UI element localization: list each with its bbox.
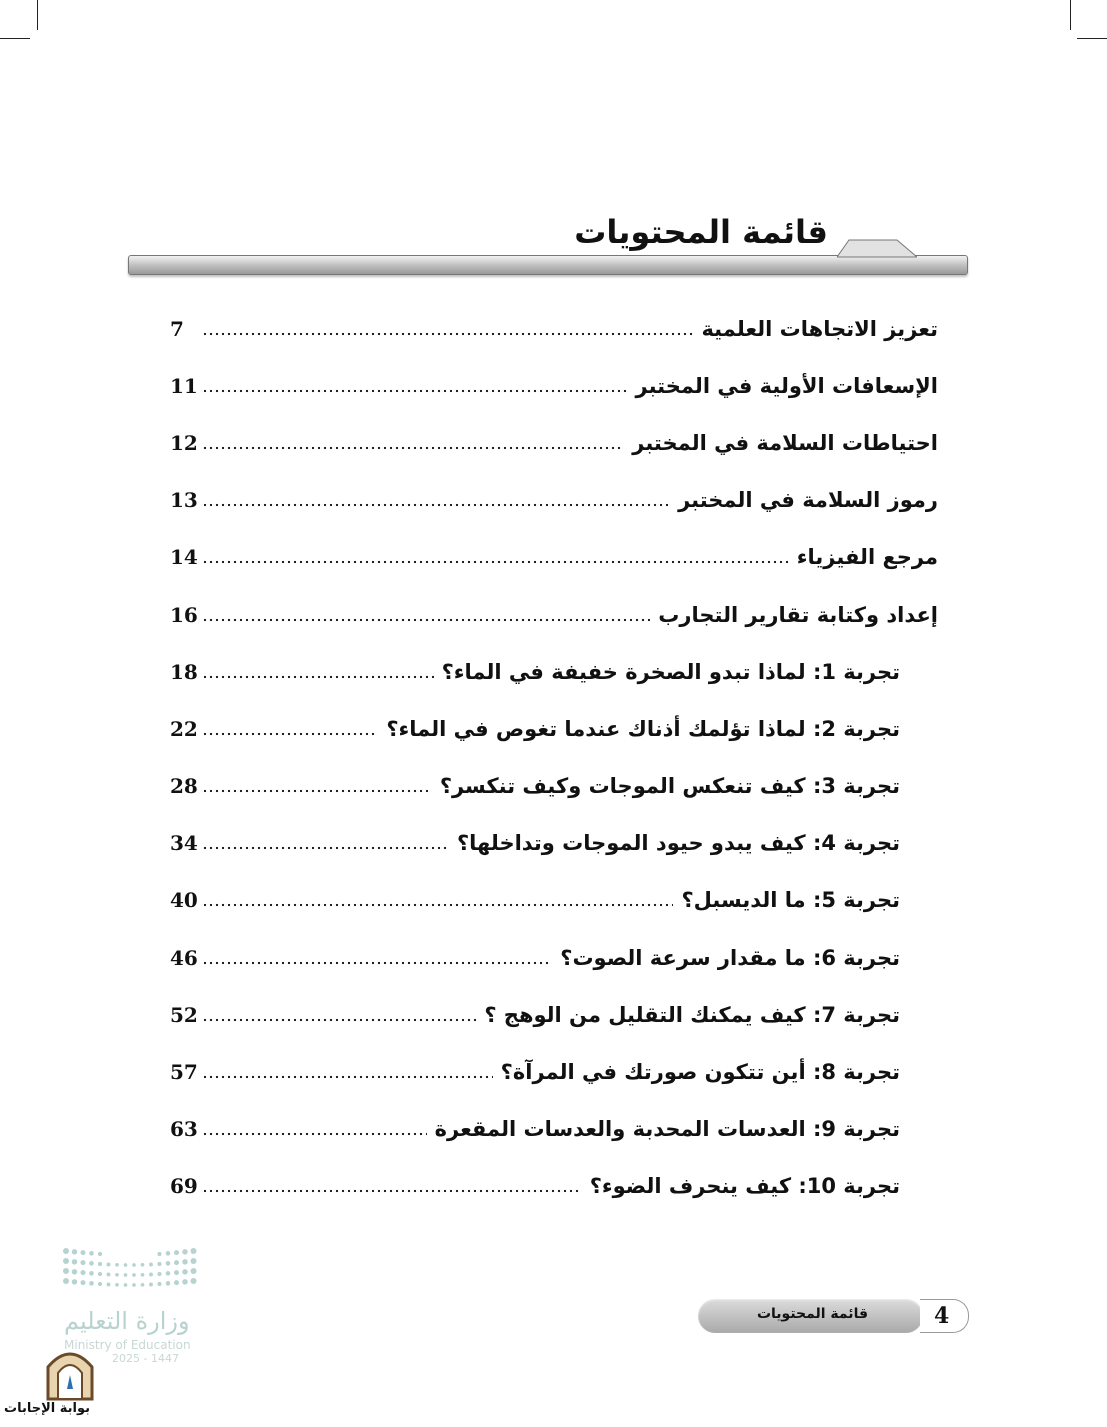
footer-section-label: قائمة المحتويات xyxy=(756,1306,868,1322)
toc-dot-leader xyxy=(202,605,650,625)
toc-entry-title: تجربة 2: لماذا تؤلمك أذناك عندما تغوص في الماء؟ xyxy=(386,716,900,741)
crop-mark xyxy=(1070,0,1071,30)
logo-english-text: Ministry of Education xyxy=(64,1338,191,1352)
toc-entry-page: 12 xyxy=(170,430,198,455)
toc-entry[interactable] xyxy=(170,700,938,757)
toc-entry[interactable] xyxy=(170,643,938,700)
toc-entry-title: إعداد وكتابة تقارير التجارب xyxy=(658,602,938,627)
toc-entry-title: احتياطات السلامة في المختبر xyxy=(632,430,938,455)
toc-entry-title: تجربة 8: أين تتكون صورتك في المرآة؟ xyxy=(500,1060,900,1085)
toc-entry[interactable] xyxy=(170,929,938,986)
footer-section-pill xyxy=(698,1299,923,1333)
toc-entry-title: رموز السلامة في المختبر xyxy=(678,488,938,513)
title-underline-bar xyxy=(128,255,968,275)
toc-entry-title: تجربة 10: كيف ينحرف الضوء؟ xyxy=(589,1174,900,1199)
toc-dot-leader xyxy=(202,833,449,853)
toc-dot-leader xyxy=(202,376,628,396)
toc-entry-page: 34 xyxy=(170,831,198,856)
toc-dot-leader xyxy=(202,719,378,739)
toc-entry-title: تجربة 1: لماذا تبدو الصخرة خفيفة في الماء؟ xyxy=(441,659,900,684)
toc-entry-title: مرجع الفيزياء xyxy=(796,545,938,570)
watermark-label: بوابة الإجابات xyxy=(4,1401,90,1416)
logo-arabic-text: وزارة التعليم xyxy=(64,1307,190,1335)
toc-entry-title: تجربة 7: كيف يمكنك التقليل من الوهج ؟ xyxy=(484,1002,900,1027)
crop-mark xyxy=(1077,38,1107,39)
toc-entry[interactable] xyxy=(170,872,938,929)
toc-entry-title: تجربة 5: ما الديسبل؟ xyxy=(681,888,900,913)
logo-year-text: 2025 - 1447 xyxy=(112,1352,179,1365)
toc-entry-page: 28 xyxy=(170,774,198,799)
toc-entry-title: تجربة 6: ما مقدار سرعة الصوت؟ xyxy=(560,945,900,970)
toc-entry[interactable] xyxy=(170,357,938,414)
toc-dot-leader xyxy=(202,948,552,968)
toc-entry[interactable] xyxy=(170,414,938,471)
ministry-dots-icon xyxy=(60,1245,200,1295)
toc-entry-page: 22 xyxy=(170,716,198,741)
toc-entry-page: 69 xyxy=(170,1174,198,1199)
page-number: 4 xyxy=(934,1303,950,1329)
toc-entry[interactable] xyxy=(170,1101,938,1158)
toc-entry-title: تجربة 4: كيف يبدو حيود الموجات وتداخلها؟ xyxy=(456,831,900,856)
toc-dot-leader xyxy=(202,1062,493,1082)
site-watermark xyxy=(0,1345,110,1427)
toc-entry-page: 16 xyxy=(170,602,198,627)
toc-dot-leader xyxy=(202,1176,582,1196)
mosque-gate-icon xyxy=(40,1345,100,1401)
toc-entry-page: 57 xyxy=(170,1060,198,1085)
toc-entry-page: 11 xyxy=(170,373,198,398)
toc-entry-title: تجربة 9: العدسات المحدبة والعدسات المقعرة xyxy=(434,1117,900,1142)
page-number-box xyxy=(920,1299,969,1333)
toc-entry[interactable] xyxy=(170,472,938,529)
toc-entry-page: 52 xyxy=(170,1002,198,1027)
crop-mark xyxy=(0,38,30,39)
page-title: قائمة المحتويات xyxy=(574,213,828,251)
toc-entry-page: 40 xyxy=(170,888,198,913)
toc-entry-title: الإسعافات الأولية في المختبر xyxy=(635,373,938,398)
toc-entry-title: تجربة 3: كيف تنعكس الموجات وكيف تنكسر؟ xyxy=(439,774,900,799)
toc-entry[interactable] xyxy=(170,986,938,1043)
toc-entry[interactable] xyxy=(170,1158,938,1215)
toc-dot-leader xyxy=(202,433,624,453)
toc-entry[interactable] xyxy=(170,815,938,872)
toc-entry-page: 7 xyxy=(170,316,184,341)
toc-dot-leader xyxy=(202,776,432,796)
toc-dot-leader xyxy=(202,890,673,910)
toc-entry[interactable] xyxy=(170,529,938,586)
toc-entry[interactable] xyxy=(170,300,938,357)
toc-entry[interactable] xyxy=(170,758,938,815)
toc-dot-leader xyxy=(202,662,434,682)
toc-entry-page: 13 xyxy=(170,488,198,513)
toc-dot-leader xyxy=(202,1119,427,1139)
toc-entry[interactable] xyxy=(170,586,938,643)
toc-entry[interactable] xyxy=(170,1043,938,1100)
page-footer xyxy=(698,1299,970,1333)
toc-dot-leader xyxy=(202,319,693,339)
page-header xyxy=(128,205,968,277)
crop-mark xyxy=(37,0,38,30)
toc-entry-page: 63 xyxy=(170,1117,198,1142)
toc-dot-leader xyxy=(202,547,789,567)
toc-entry-page: 18 xyxy=(170,659,198,684)
toc-dot-leader xyxy=(202,1005,476,1025)
bar-tab-shape xyxy=(837,238,917,258)
table-of-contents xyxy=(170,300,938,1215)
toc-entry-title: تعزيز الاتجاهات العلمية xyxy=(701,316,938,341)
toc-entry-page: 14 xyxy=(170,545,198,570)
toc-dot-leader xyxy=(202,490,670,510)
toc-entry-page: 46 xyxy=(170,945,198,970)
